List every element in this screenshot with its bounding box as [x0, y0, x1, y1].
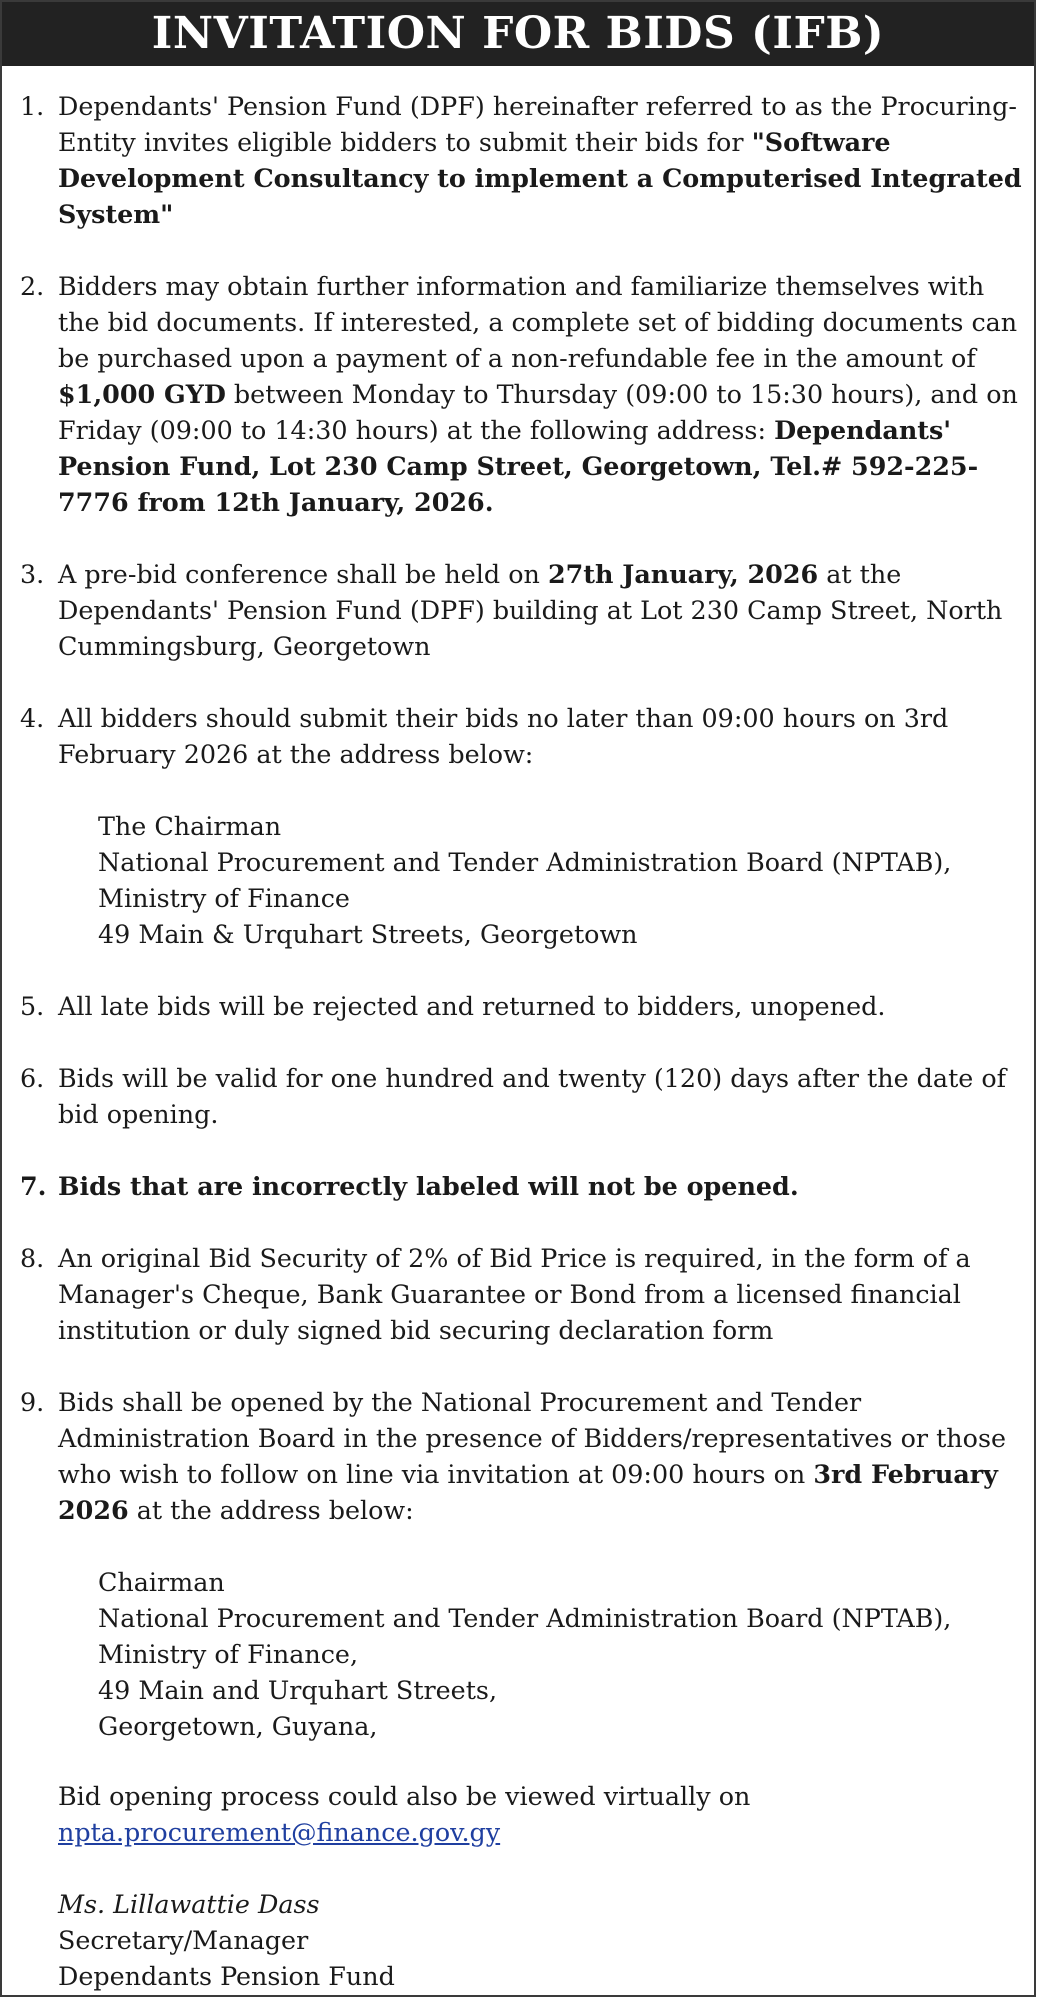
clause-number: 6.	[20, 1063, 45, 1093]
clause-text: A pre-bid conference shall be held on	[58, 559, 548, 589]
virtual-viewing-text: Bid opening process could also be viewed virtually on	[58, 1781, 751, 1811]
address-line: Georgetown, Guyana,	[98, 1711, 378, 1741]
address-line: 49 Main and Urquhart Streets,	[98, 1675, 498, 1705]
address-line: 49 Main & Urquhart Streets, Georgetown	[98, 919, 638, 949]
clause-number: 3.	[20, 559, 45, 589]
clause-5	[20, 988, 1022, 1024]
fee-amount: $1,000 GYD	[58, 379, 226, 409]
address-line: Ministry of Finance,	[98, 1639, 359, 1669]
signatory-name: Ms. Lillawattie Dass	[58, 1889, 320, 1919]
clause-8	[20, 1240, 1022, 1348]
clause-number: 9.	[20, 1387, 45, 1417]
page-title: INVITATION FOR BIDS (IFB)	[2, 2, 1034, 66]
bid-opening-date: 3rd February 2026	[58, 1459, 998, 1525]
clause-4	[20, 700, 1022, 952]
clause-text: at the address below:	[128, 1495, 414, 1525]
clause-number: 2.	[20, 271, 45, 301]
clause-number: 5.	[20, 991, 45, 1021]
clause-text: Bids that are incorrectly labeled will not be opened.	[58, 1171, 799, 1201]
clause-text: Dependants' Pension Fund (DPF) hereinafter referred to as the Procuring-Entity invites eligible bidders to submit their bids for	[58, 91, 1017, 157]
pre-bid-date: 27th January, 2026	[547, 559, 819, 589]
clause-text: at the Dependants' Pension Fund (DPF) building at Lot 230 Camp Street, North Cummingsburg, Georgetown	[58, 559, 1003, 661]
clause-2	[20, 268, 1022, 520]
clause-text: Bidders may obtain further information and familiarize themselves with the bid documents. If interested, a complete set of bidding documents can be purchased upon a payment of a non-refundable fee in the amount of	[58, 271, 1018, 373]
submission-address	[58, 808, 1022, 952]
address-line: Ministry of Finance	[98, 883, 350, 913]
clause-number: 1.	[20, 91, 45, 121]
clause-text: All bidders should submit their bids no later than 09:00 hours on 3rd February 2026 at the address below:	[58, 703, 949, 769]
signatory-title: Secretary/Manager	[58, 1925, 309, 1955]
clause-number: 7.	[20, 1171, 47, 1201]
signature-block	[58, 1886, 1034, 1994]
address-line: National Procurement and Tender Administration Board (NPTAB),	[98, 1603, 952, 1633]
clause-text: An original Bid Security of 2% of Bid Price is required, in the form of a Manager's Cheque, Bank Guarantee or Bond from a licensed financial institution or duly signed bid securing declaration form	[58, 1243, 971, 1345]
virtual-viewing-note	[58, 1778, 1034, 1850]
clause-3	[20, 556, 1022, 664]
clause-1	[20, 88, 1022, 232]
address-line: Chairman	[98, 1567, 225, 1597]
closing-section	[2, 1778, 1034, 1994]
project-name: "Software Development Consultancy to implement a Computerised Integrated System"	[58, 127, 1022, 229]
clause-number: 8.	[20, 1243, 45, 1273]
procurement-email-link[interactable]: npta.procurement@finance.gov.gy	[58, 1817, 501, 1847]
opening-address	[58, 1564, 1022, 1744]
signatory-organization: Dependants Pension Fund	[58, 1961, 395, 1991]
clause-text: between Monday to Thursday (09:00 to 15:30 hours), and on Friday (09:00 to 14:30 hours) at the following address:	[58, 379, 1018, 445]
address-line: The Chairman	[98, 811, 282, 841]
bid-clauses-list	[2, 66, 1034, 1744]
address-line: National Procurement and Tender Administration Board (NPTAB),	[98, 847, 952, 877]
clause-text: Bids will be valid for one hundred and twenty (120) days after the date of bid opening.	[58, 1063, 1007, 1129]
clause-7	[20, 1168, 1022, 1204]
clause-text: Bids shall be opened by the National Procurement and Tender Administration Board in the presence of Bidders/representatives or those who wish to follow on line via invitation at 09:00 hours on	[58, 1387, 1006, 1489]
clause-9	[20, 1384, 1022, 1744]
clause-number: 4.	[20, 703, 45, 733]
clause-6	[20, 1060, 1022, 1132]
purchase-address: Dependants' Pension Fund, Lot 230 Camp Street, Georgetown, Tel.# 592-225-7776 from 12th January, 2026.	[58, 415, 979, 517]
clause-text: All late bids will be rejected and returned to bidders, unopened.	[58, 991, 886, 1021]
